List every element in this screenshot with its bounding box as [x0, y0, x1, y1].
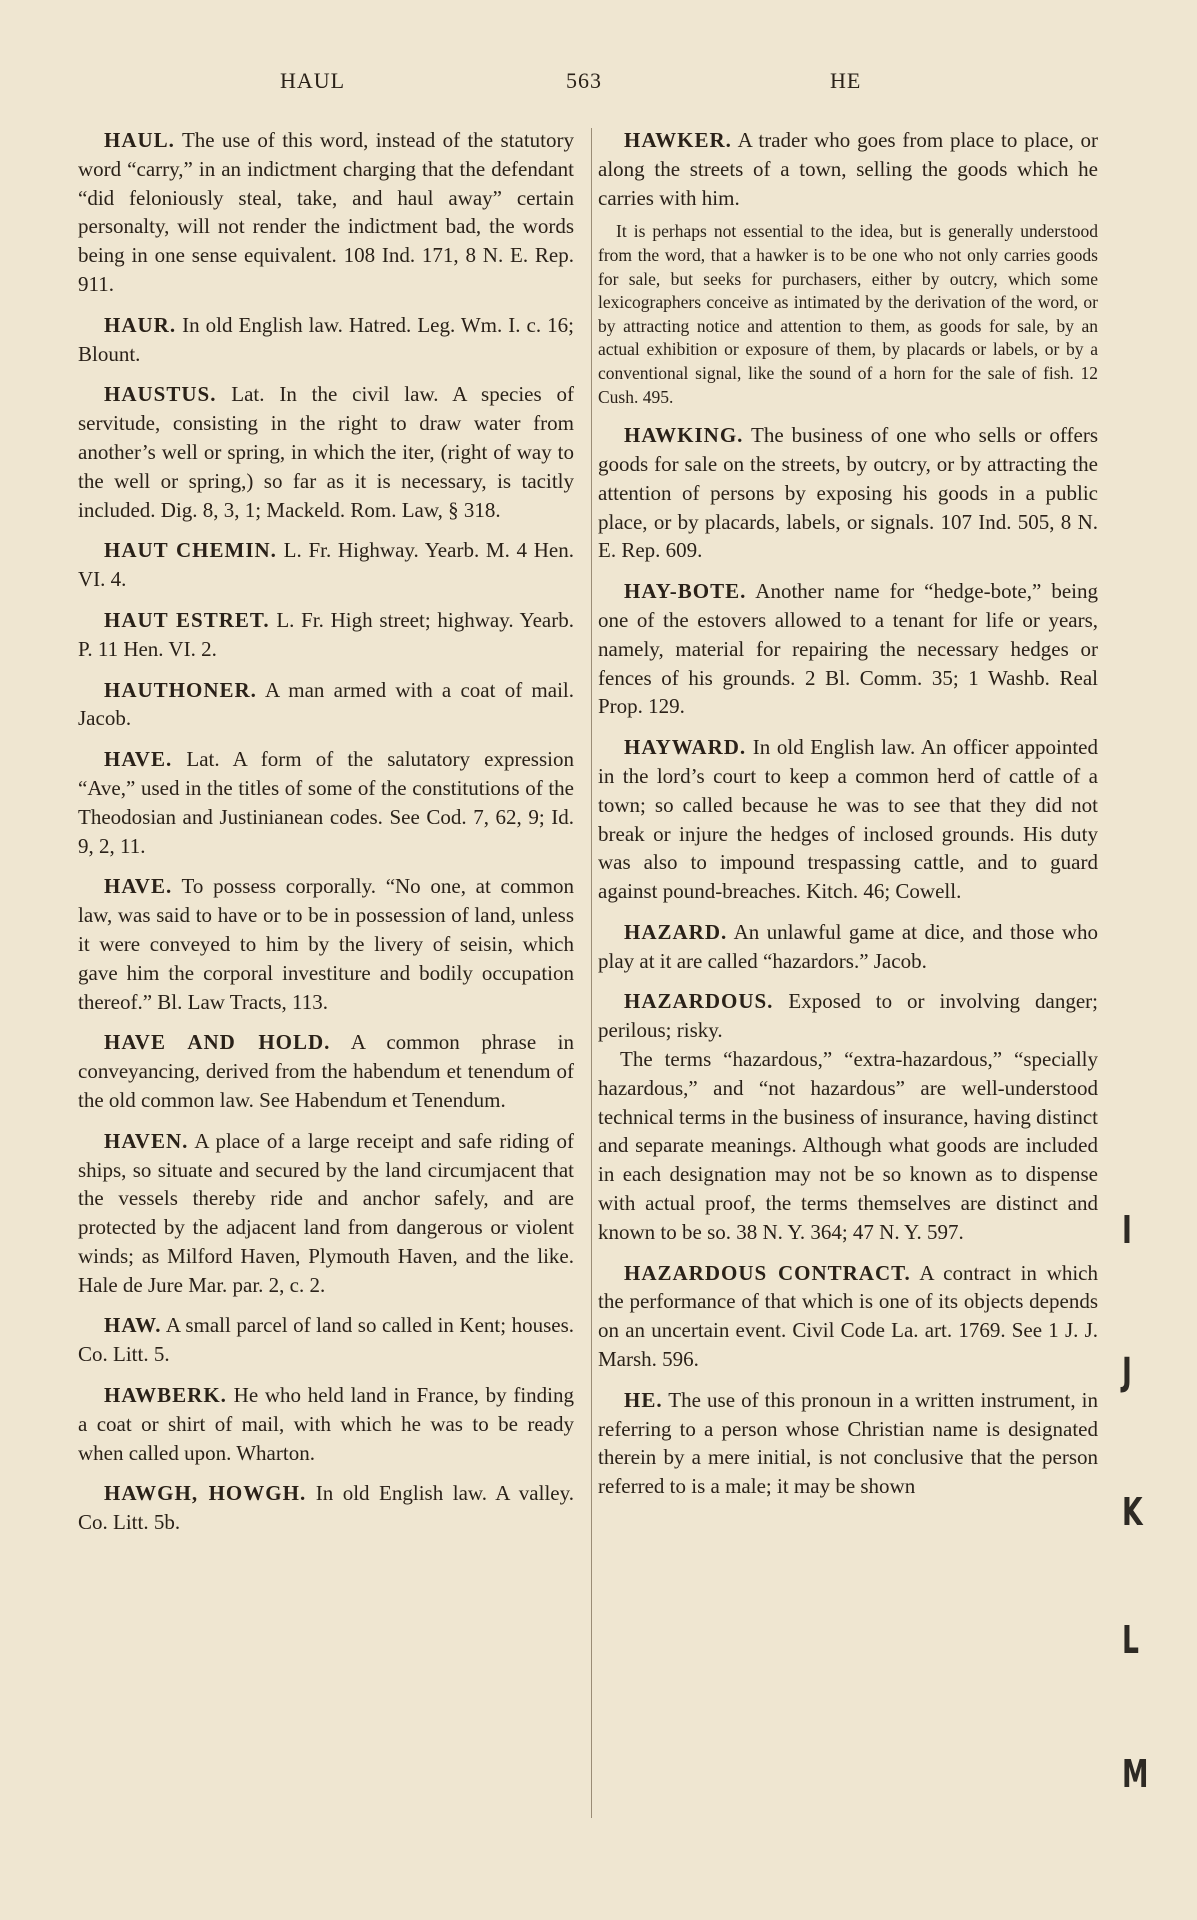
- entry-hawker: [598, 126, 1098, 212]
- definition: A man armed with a coat of mail. Jacob.: [78, 677, 574, 731]
- entry-have-lat: [78, 745, 574, 860]
- headword: HAWKING.: [624, 423, 744, 448]
- entry-hazardous: [598, 987, 1098, 1045]
- header-right-guide-word: HE: [830, 68, 862, 93]
- headword: HAUR.: [104, 312, 177, 337]
- headword: HAY-BOTE.: [624, 579, 747, 604]
- entry-hazardous-contract: [598, 1259, 1098, 1374]
- entry-hawberk: [78, 1381, 574, 1467]
- hazardous-note: The terms “hazardous,” “extra-hazardous,” “specially hazardous,” and “not hazardous” are well-understood technical terms in the business of insurance, having distinct and separate meanings. Although what goods are included in each designation may not be so known as to dispense with actual proof, the terms themselves are distinct and known to be so. 38 N. Y. 364; 47 N. Y. 597.: [598, 1047, 1098, 1244]
- hawker-note: It is perhaps not essential to the idea, but is generally understood from the word, that a hawker is to be one who not only carries goods for sale, but seeks for purchasers, either by outcry, which some lexicographers conceive as intimated by the derivation of the word, or by attracting notice and attention to them, as goods for sale, by an actual exhibition or exposure of them, by placards or labels, or by a conventional signal, like the sound of a horn for the sale of fish. 12 Cush. 495.: [598, 221, 1098, 407]
- definition: An unlawful game at dice, and those who play at it are called “hazardors.” Jacob.: [598, 919, 1098, 973]
- definition: The use of this pronoun in a written instrument, in referring to a person whose Christian name is designated therein by a mere initial, is not conclusive that the person referred to is a male; it may be shown: [598, 1387, 1098, 1499]
- definition: The business of one who sells or offers goods for sale on the streets, by outcry, or by attracting the attention of persons by exposing his goods in a public place, or by placards, labels, or signals. 107 Ind. 505, 8 N. E. Rep. 609.: [598, 423, 1098, 563]
- definition: In old English law. Hatred. Leg. Wm. I. c. 16; Blount.: [78, 312, 574, 366]
- headword: HAUTHONER.: [104, 677, 257, 702]
- definition: L. Fr. High street; highway. Yearb. P. 11 Hen. VI. 2.: [78, 607, 575, 661]
- thumb-index-l: L: [1122, 1618, 1139, 1662]
- definition: A small parcel of land so called in Kent; houses. Co. Litt. 5.: [78, 1313, 574, 1367]
- headword: HAUT CHEMIN.: [104, 538, 277, 563]
- headword: HAWGH, HOWGH.: [104, 1481, 307, 1506]
- headword: HAYWARD.: [624, 735, 747, 760]
- entry-have-and-hold: [78, 1028, 574, 1114]
- left-column: [78, 126, 574, 1549]
- headword: HAVE AND HOLD.: [104, 1030, 331, 1055]
- definition: Lat. In the civil law. A species of servitude, consisting in the right to draw water from another’s well or spring, in which the iter, (right of way to the well or spring,) so far as it is necessary, is tacitly included. Dig. 8, 3, 1; Mackeld. Rom. Law, § 318.: [78, 382, 574, 522]
- entry-haul: [78, 126, 574, 299]
- headword: HAVEN.: [104, 1128, 189, 1153]
- entry-hazard: [598, 918, 1098, 976]
- definition: To possess corporally. “No one, at common law, was said to have or to be in possession of land, unless it were conveyed to him by the livery of seisin, which gave him the corporal investiture and bodily occupation thereof.” Bl. Law Tracts, 113.: [78, 874, 574, 1014]
- definition: Another name for “hedge-bote,” being one of the estovers allowed to a tenant for life or years, namely, material for repairing the necessary hedges or fences of his grounds. 2 Bl. Comm. 35; 1 Washb. Real Prop. 129.: [598, 579, 1098, 719]
- headword: HE.: [624, 1387, 663, 1412]
- headword: HAVE.: [104, 874, 173, 899]
- entry-haut-estret: [78, 606, 574, 664]
- definition: L. Fr. Highway. Yearb. M. 4 Hen. VI. 4.: [78, 538, 574, 592]
- header-left-guide-word: HAUL: [280, 68, 346, 93]
- headword: HAUSTUS.: [104, 382, 217, 407]
- definition: A place of a large receipt and safe riding of ships, so situate and secured by the land circumjacent that the vessels thereby ride and anchor safely, and are protected by the adjacent land from dangerous or violent winds; as Milford Haven, Plymouth Haven, and the like. Hale de Jure Mar. par. 2, c. 2.: [78, 1128, 574, 1297]
- right-column: [598, 126, 1098, 1513]
- headword: HAWKER.: [624, 128, 732, 152]
- headword: HAZARDOUS CONTRACT.: [624, 1260, 911, 1285]
- entry-haur: [78, 311, 574, 369]
- running-header: [0, 68, 1197, 100]
- definition: Lat. A form of the salutatory expression “Ave,” used in the titles of some of the constitutions of the Theodosian and Justinianean codes. See Cod. 7, 62, 9; Id. 9, 2, 11.: [78, 747, 574, 858]
- definition: A common phrase in conveyancing, derived from the habendum et tenendum of the old common law. See Habendum et Tenendum.: [78, 1030, 574, 1112]
- entry-he: [598, 1386, 1098, 1501]
- definition: He who held land in France, by finding a coat or shirt of mail, with which he was to be ready when called upon. Wharton.: [78, 1383, 574, 1465]
- entry-have-possess: [78, 872, 574, 1016]
- entry-haven: [78, 1127, 574, 1300]
- thumb-index-m: M: [1122, 1752, 1149, 1796]
- entry-hayward: [598, 733, 1098, 906]
- definition: The use of this word, instead of the statutory word “carry,” in an indictment charging that the defendant “did feloniously steal, take, and haul away” certain personalty, will not render the indictment bad, the words being in one sense equivalent. 108 Ind. 171, 8 N. E. Rep. 911.: [78, 128, 574, 296]
- headword: HAZARDOUS.: [624, 989, 774, 1014]
- entry-haut-chemin: [78, 536, 574, 594]
- thumb-index-j: J: [1122, 1350, 1132, 1394]
- entry-hay-bote: [598, 577, 1098, 721]
- definition: In old English law. A valley. Co. Litt. 5b.: [78, 1481, 575, 1535]
- thumb-index-i: I: [1122, 1208, 1132, 1252]
- page-number: 563: [566, 68, 602, 93]
- entry-haw: [78, 1311, 574, 1369]
- entry-haustus: [78, 380, 574, 524]
- thumb-index-k: K: [1122, 1490, 1143, 1534]
- headword: HAZARD.: [624, 919, 728, 944]
- definition: A contract in which the performance of that which is one of its objects depends on an uncertain event. Civil Code La. art. 1769. See 1 J. J. Marsh. 596.: [598, 1260, 1098, 1372]
- headword: HAW.: [104, 1313, 162, 1338]
- definition: Exposed to or involving danger; perilous; risky.: [598, 989, 1098, 1043]
- headword: HAUT ESTRET.: [104, 607, 270, 632]
- column-divider: [591, 128, 592, 1818]
- headword: HAWBERK.: [104, 1383, 227, 1408]
- definition: In old English law. An officer appointed in the lord’s court to keep a common herd of cattle of a town; so called because he was to see that they did not break or injure the hedges of inclosed grounds. His duty was also to impound trespassing cattle, and to guard against pound-breaches. Kitch. 46; Cowell.: [598, 735, 1098, 904]
- headword: HAUL.: [104, 128, 175, 152]
- entry-hawgh: [78, 1479, 574, 1537]
- entry-hawking: [598, 421, 1098, 565]
- entry-hauthoner: [78, 676, 574, 734]
- definition: A trader who goes from place to place, or along the streets of a town, selling the goods which he carries with him.: [598, 128, 1098, 210]
- headword: HAVE.: [104, 747, 173, 772]
